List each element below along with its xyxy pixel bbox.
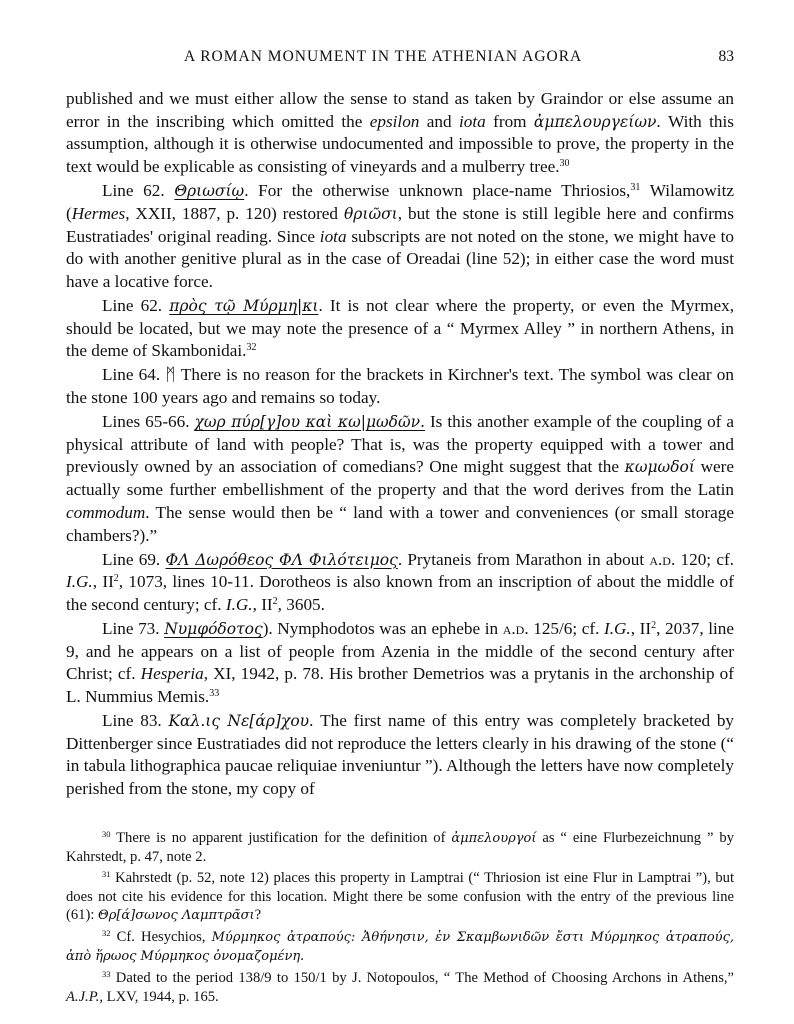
- page-number: 83: [718, 48, 734, 65]
- footnote-33: $^{33}$ Dated to the period 138/9 to 150/1 by J. Notopoulos, “ The Method of Choosing Archons in Athens,” A.J.P., LXV, 1944, p. 165.: [66, 969, 734, 1005]
- body-text: [66, 88, 734, 801]
- paragraph-line-64: Line 64. ᛗ There is no reason for the brackets in Kirchner's text. The symbol was clear on the stone 100 years ago and remains so today.: [66, 365, 734, 408]
- page: [66, 48, 734, 1006]
- footnote-ref-32[interactable]: 32: [246, 342, 257, 354]
- paragraph-1: published and we must either allow the sense to stand as taken by Graindor or else assume an error in the inscribing which omitted the epsilon and iota from ἀμπελουργείων. With this assumption, although it is otherwise undocumented and impossible to prove, the property in the text would be explicable as consisting of vineyards and a mulberry tree.$^{30}$: [66, 89, 734, 177]
- footnote-31: $^{31}$ Kahrstedt (p. 52, note 12) places this property in Lamptrai (“ Thriosion ist eine Flur in Lamptrai ”), but does not cite his evidence for this location. Might there be some confusion with the entry of the previous line (61): Θρ[ά]σωνος Λαμπτρᾶσι?: [66, 869, 734, 924]
- footnote-30: $^{30}$ There is no apparent justification for the definition of ἀμπελουργοί as “ eine Flurbezeichnung ” by Kahrstedt, p. 47, note 2.: [66, 828, 734, 866]
- running-header: [66, 48, 734, 74]
- running-title: A ROMAN MONUMENT IN THE ATHENIAN AGORA: [184, 48, 583, 65]
- footnote-ref-30[interactable]: 30: [559, 158, 570, 170]
- footnote-32: $^{32}$ Cf. Hesychios, Μύρμηκος ἀτραπούς: Ἀθήνησιν, ἐν Σκαμβωνιδῶν ἔστι Μύρμηκος ἀτραπούς, ἀπὸ ἥρωος Μύρμηκος ὀνομαζομένη.: [66, 927, 734, 965]
- paragraph-line-73: Line 73. Νυμφόδοτος). Nymphodotos was an ephebe in a.d. 125/6; cf. I.G., $II^2$, 2037, line 9, and he appears on a list of people from Azenia in the middle of the second century after Christ; cf. Hesperia, XI, 1942, p. 78. His brother Demetrios was a prytanis in the archonship of L. Nummius Memis.$^{33}$: [66, 618, 735, 707]
- paragraph-line-69: Line 69. ΦΛ Δωρόθεος ΦΛ Φιλότειμος. Prytaneis from Marathon in about a.d. 120; cf. I.G., $II^2$, 1073, lines 10-11. Dorotheos is also known from an inscription of about the middle of the second century; cf. I.G., $II^2$, 3605.: [66, 549, 734, 614]
- paragraph-line-62-myrmex: Line 62. πρὸς τῷ Μύρμη|κι. It is not clear where the property, or even the Myrmex, should be located, but we may note the presence of a “ Myrmex Alley ” in northern Athens, in the deme of Skambonidai.$^{32}$: [66, 295, 734, 361]
- stone-symbol-icon: ᛗ: [165, 365, 176, 385]
- footnote-ref-33[interactable]: 33: [209, 688, 220, 700]
- paragraph-line-83: Line 83. Καλ.ις Νε[άρ]χου. The first name of this entry was completely bracketed by Dittenberger since Eustratiades did not reproduce the letters clearly in his drawing of the stone (“ in tabula lithographica paucae reliquiae inveniuntur ”). Although the letters have now completely perished from the stone, my copy of: [66, 711, 735, 799]
- paragraph-lines-65-66: Lines 65-66. χωρ πύρ[γ]ου καὶ κω|μωδῶν. Is this another example of the coupling of a physical attribute of land with people? That is, was the property equipped with a tower and previously owned by an association of comedians? One might suggest that the κωμωδοί were actually some further embellishment of the property and that the word derives from the Latin commodum. The sense would then be “ land with a tower and conveniences (or small storage chambers?).”: [66, 412, 734, 545]
- paragraph-line-62-thriosios: Line 62. Θριωσίῳ. For the otherwise unknown place-name Thriosios,$^{31}$ Wilamowitz (Hermes, XXII, 1887, p. 120) restored θριῶσι, but the stone is still legible here and confirms Eustratiades' original reading. Since iota subscripts are not noted on the stone, we might have to do with another genitive plural as in the case of Oreadai (line 52); in either case the word must have a locative force.: [66, 181, 734, 291]
- footnotes: [66, 829, 734, 1006]
- footnote-ref-31[interactable]: 31: [630, 182, 641, 194]
